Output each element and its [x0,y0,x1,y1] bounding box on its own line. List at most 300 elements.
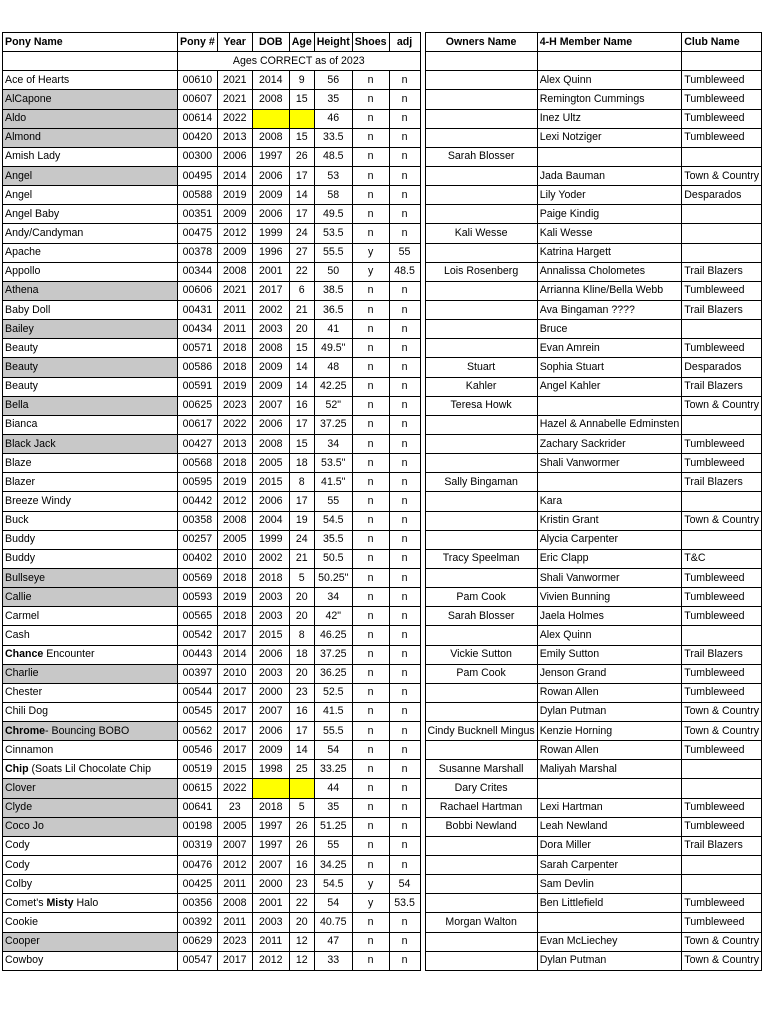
club-cell [682,875,762,894]
owner-cell [425,511,537,530]
year-cell: 2008 [217,894,252,913]
owner-cell: Sally Bingaman [425,473,537,492]
shoes-cell: n [352,128,389,147]
adj-cell: n [389,951,420,970]
pony-name-cell: Clyde [3,798,178,817]
adj-cell: n [389,856,420,875]
adj-cell: n [389,798,420,817]
dob-cell: 1997 [252,836,289,855]
member-cell: Emily Sutton [537,645,682,664]
club-cell: Town & Country [682,396,762,415]
height-cell: 41.5" [314,473,352,492]
pony-number-cell: 00568 [178,454,218,473]
member-cell: Katrina Hargett [537,243,682,262]
year-cell: 2014 [217,645,252,664]
year-cell: 2018 [217,358,252,377]
table-row [3,128,762,147]
pony-name-cell: Bailey [3,320,178,339]
age-cell: 8 [289,626,314,645]
member-cell: Evan McLiechey [537,932,682,951]
club-cell: Trail Blazers [682,645,762,664]
member-cell: Shali Vanwormer [537,568,682,587]
pony-number-cell: 00356 [178,894,218,913]
height-cell: 40.75 [314,913,352,932]
col-header-year: Year [217,33,252,52]
pony-name-cell: Blazer [3,473,178,492]
age-cell: 5 [289,798,314,817]
height-cell: 35 [314,798,352,817]
age-cell [289,109,314,128]
member-cell [537,473,682,492]
shoes-cell: n [352,932,389,951]
year-cell: 2021 [217,90,252,109]
club-cell: Tumbleweed [682,683,762,702]
shoes-cell: n [352,224,389,243]
owner-cell [425,875,537,894]
pony-number-cell: 00344 [178,262,218,281]
age-cell: 17 [289,205,314,224]
dob-cell: 2008 [252,128,289,147]
table-row [3,147,762,166]
dob-cell [252,109,289,128]
age-cell: 15 [289,128,314,147]
adj-cell: n [389,415,420,434]
pony-name-cell: Bianca [3,415,178,434]
shoes-cell: n [352,683,389,702]
age-cell: 5 [289,568,314,587]
adj-cell: n [389,568,420,587]
table-row [3,281,762,300]
height-cell: 41 [314,320,352,339]
member-cell: Paige Kindig [537,205,682,224]
age-cell: 14 [289,741,314,760]
age-cell: 17 [289,166,314,185]
shoes-cell: y [352,262,389,281]
height-cell: 33 [314,951,352,970]
year-cell: 2012 [217,856,252,875]
year-cell: 2023 [217,396,252,415]
owner-cell [425,568,537,587]
owner-cell: Pam Cook [425,588,537,607]
subheader-row [3,52,762,71]
year-cell: 2019 [217,588,252,607]
club-cell: Town & Country [682,511,762,530]
member-cell: Sam Devlin [537,875,682,894]
owner-cell: Sarah Blosser [425,607,537,626]
height-cell: 58 [314,186,352,205]
dob-cell: 1997 [252,817,289,836]
club-cell: Tumbleweed [682,588,762,607]
adj-cell: n [389,932,420,951]
pony-number-cell: 00257 [178,530,218,549]
pony-number-cell: 00606 [178,281,218,300]
adj-cell: n [389,90,420,109]
club-cell: Trail Blazers [682,262,762,281]
pony-number-cell: 00475 [178,224,218,243]
dob-cell: 1996 [252,243,289,262]
age-cell: 15 [289,434,314,453]
pony-name-cell: Coco Jo [3,817,178,836]
shoes-cell: n [352,645,389,664]
pony-name-cell: Athena [3,281,178,300]
height-cell: 52.5 [314,683,352,702]
adj-cell: n [389,454,420,473]
club-cell: Tumbleweed [682,664,762,683]
owner-cell: Sarah Blosser [425,147,537,166]
club-cell [682,626,762,645]
adj-cell: 48.5 [389,262,420,281]
pony-name-cell: Charlie [3,664,178,683]
owner-cell: Pam Cook [425,664,537,683]
owner-cell [425,836,537,855]
height-cell: 36.5 [314,300,352,319]
dob-cell: 2015 [252,473,289,492]
member-cell: Arrianna Kline/Bella Webb [537,281,682,300]
age-cell: 12 [289,932,314,951]
member-cell: Sarah Carpenter [537,856,682,875]
dob-cell [252,779,289,798]
club-cell: Tumbleweed [682,339,762,358]
shoes-cell: n [352,320,389,339]
year-cell: 2021 [217,71,252,90]
pony-name-cell: Buddy [3,530,178,549]
adj-cell: n [389,109,420,128]
dob-cell: 2018 [252,568,289,587]
year-cell: 2018 [217,339,252,358]
owner-cell: Bobbi Newland [425,817,537,836]
owner-cell [425,243,537,262]
year-cell: 2017 [217,722,252,741]
member-cell: Dylan Putman [537,951,682,970]
dob-cell: 2008 [252,90,289,109]
owner-cell: Teresa Howk [425,396,537,415]
age-cell: 15 [289,339,314,358]
height-cell: 50.25" [314,568,352,587]
year-cell: 2010 [217,549,252,568]
dob-cell: 2014 [252,71,289,90]
owner-cell [425,741,537,760]
table-row [3,166,762,185]
year-cell: 2018 [217,568,252,587]
pony-name-cell: Cowboy [3,951,178,970]
year-cell: 2017 [217,951,252,970]
age-cell: 17 [289,722,314,741]
pony-number-cell: 00641 [178,798,218,817]
pony-number-cell: 00547 [178,951,218,970]
club-cell [682,320,762,339]
pony-name-cell: Aldo [3,109,178,128]
club-cell: Trail Blazers [682,377,762,396]
age-cell: 21 [289,549,314,568]
year-cell: 2019 [217,377,252,396]
col-header-height: Height [314,33,352,52]
club-cell [682,243,762,262]
member-cell: Annalissa Cholometes [537,262,682,281]
owner-cell [425,932,537,951]
age-cell: 24 [289,224,314,243]
adj-cell: n [389,377,420,396]
pony-name-cell: Chip (Soats Lil Chocolate Chip [3,760,178,779]
club-cell: Town & Country [682,932,762,951]
owner-cell [425,951,537,970]
dob-cell: 2009 [252,741,289,760]
adj-cell: n [389,549,420,568]
age-cell: 20 [289,320,314,339]
pony-registry-table [2,32,762,971]
age-cell: 26 [289,836,314,855]
table-row [3,856,762,875]
club-cell: Trail Blazers [682,473,762,492]
adj-cell: n [389,722,420,741]
club-cell [682,856,762,875]
table-row [3,779,762,798]
member-cell [537,147,682,166]
pony-number-cell: 00625 [178,396,218,415]
height-cell: 53 [314,166,352,185]
member-cell: Inez Ultz [537,109,682,128]
owner-cell [425,434,537,453]
height-cell: 34 [314,434,352,453]
adj-cell: n [389,741,420,760]
pony-name-cell: Buddy [3,549,178,568]
year-cell: 2023 [217,932,252,951]
pony-number-cell: 00431 [178,300,218,319]
pony-name-cell: Chester [3,683,178,702]
table-row [3,511,762,530]
age-cell: 20 [289,913,314,932]
year-cell: 2005 [217,817,252,836]
table-row [3,568,762,587]
shoes-cell: n [352,607,389,626]
height-cell: 33.25 [314,760,352,779]
shoes-cell: n [352,817,389,836]
pony-name-cell: Cinnamon [3,741,178,760]
height-cell: 38.5 [314,281,352,300]
member-cell: Eric Clapp [537,549,682,568]
shoes-cell: n [352,300,389,319]
owner-cell [425,702,537,721]
height-cell: 53.5 [314,224,352,243]
year-cell: 2009 [217,205,252,224]
year-cell: 2005 [217,530,252,549]
owner-cell [425,492,537,511]
dob-cell: 2003 [252,664,289,683]
height-cell: 54.5 [314,511,352,530]
shoes-cell: n [352,377,389,396]
ages-note: Ages CORRECT as of 2023 [178,52,421,71]
shoes-cell: n [352,415,389,434]
table-row [3,741,762,760]
member-cell: Ben Littlefield [537,894,682,913]
height-cell: 49.5 [314,205,352,224]
member-cell [537,913,682,932]
height-cell: 54.5 [314,875,352,894]
year-cell: 2013 [217,434,252,453]
age-cell: 8 [289,473,314,492]
pony-name-cell: Almond [3,128,178,147]
year-cell: 2007 [217,836,252,855]
club-cell [682,530,762,549]
club-cell: Tumbleweed [682,109,762,128]
height-cell: 33.5 [314,128,352,147]
adj-cell: n [389,607,420,626]
adj-cell: n [389,358,420,377]
dob-cell: 2004 [252,511,289,530]
club-cell [682,147,762,166]
pony-number-cell: 00425 [178,875,218,894]
adj-cell: 54 [389,875,420,894]
dob-cell: 2001 [252,262,289,281]
age-cell: 20 [289,607,314,626]
club-cell: Tumbleweed [682,454,762,473]
dob-cell: 2006 [252,492,289,511]
year-cell: 2006 [217,147,252,166]
table-row [3,817,762,836]
age-cell: 6 [289,281,314,300]
owner-cell: Vickie Sutton [425,645,537,664]
owner-cell [425,454,537,473]
age-cell [289,779,314,798]
age-cell: 17 [289,492,314,511]
member-cell: Alex Quinn [537,626,682,645]
shoes-cell: n [352,281,389,300]
member-cell: Alycia Carpenter [537,530,682,549]
subheader-blank [3,52,178,71]
adj-cell: n [389,702,420,721]
shoes-cell: n [352,856,389,875]
adj-cell: n [389,645,420,664]
pony-name-cell: Amish Lady [3,147,178,166]
member-cell: Lexi Notziger [537,128,682,147]
club-cell [682,224,762,243]
table-row [3,71,762,90]
adj-cell: n [389,626,420,645]
pony-name-cell: Angel [3,166,178,185]
member-cell: Evan Amrein [537,339,682,358]
age-cell: 22 [289,262,314,281]
age-cell: 17 [289,415,314,434]
shoes-cell: n [352,626,389,645]
dob-cell: 2003 [252,607,289,626]
age-cell: 18 [289,645,314,664]
table-row [3,243,762,262]
shoes-cell: n [352,836,389,855]
age-cell: 24 [289,530,314,549]
shoes-cell: n [352,71,389,90]
dob-cell: 2017 [252,281,289,300]
pony-number-cell: 00397 [178,664,218,683]
dob-cell: 2008 [252,434,289,453]
owner-cell [425,300,537,319]
col-header-owner: Owners Name [425,33,537,52]
col-header-pony-name: Pony Name [3,33,178,52]
table-row [3,377,762,396]
club-cell: Town & Country [682,702,762,721]
owner-cell: Tracy Speelman [425,549,537,568]
age-cell: 16 [289,856,314,875]
club-cell: Tumbleweed [682,71,762,90]
pony-number-cell: 00519 [178,760,218,779]
table-row [3,262,762,281]
height-cell: 54 [314,894,352,913]
age-cell: 20 [289,664,314,683]
pony-name-cell: Chrome- Bouncing BOBO [3,722,178,741]
year-cell: 2019 [217,473,252,492]
owner-cell: Stuart [425,358,537,377]
table-row [3,358,762,377]
shoes-cell: n [352,339,389,358]
table-row [3,683,762,702]
owner-cell [425,186,537,205]
dob-cell: 2011 [252,932,289,951]
pony-name-cell: Baby Doll [3,300,178,319]
age-cell: 27 [289,243,314,262]
member-cell: Kenzie Horning [537,722,682,741]
height-cell: 46 [314,109,352,128]
club-cell: Desparados [682,358,762,377]
pony-name-cell: Beauty [3,358,178,377]
dob-cell: 2006 [252,415,289,434]
pony-name-cell: Cody [3,856,178,875]
member-cell: Jenson Grand [537,664,682,683]
dob-cell: 2006 [252,166,289,185]
dob-cell: 2003 [252,320,289,339]
member-cell: Dylan Putman [537,702,682,721]
shoes-cell: n [352,358,389,377]
height-cell: 34.25 [314,856,352,875]
dob-cell: 2003 [252,588,289,607]
member-cell: Ava Bingaman ???? [537,300,682,319]
height-cell: 49.5" [314,339,352,358]
year-cell: 2011 [217,875,252,894]
owner-cell: Rachael Hartman [425,798,537,817]
adj-cell: n [389,396,420,415]
owner-cell [425,320,537,339]
pony-number-cell: 00442 [178,492,218,511]
height-cell: 55.5 [314,243,352,262]
year-cell: 2017 [217,741,252,760]
member-cell: Leah Newland [537,817,682,836]
adj-cell: n [389,166,420,185]
age-cell: 18 [289,454,314,473]
owner-cell: Susanne Marshall [425,760,537,779]
shoes-cell: n [352,568,389,587]
dob-cell: 2006 [252,205,289,224]
dob-cell: 2007 [252,702,289,721]
age-cell: 23 [289,683,314,702]
year-cell: 2017 [217,702,252,721]
year-cell: 2011 [217,320,252,339]
height-cell: 50 [314,262,352,281]
pony-name-cell: Appollo [3,262,178,281]
table-row [3,205,762,224]
owner-cell [425,90,537,109]
year-cell: 2022 [217,415,252,434]
dob-cell: 2007 [252,856,289,875]
club-cell: Town & Country [682,951,762,970]
club-cell: Tumbleweed [682,913,762,932]
table-row [3,320,762,339]
adj-cell: 55 [389,243,420,262]
dob-cell: 2005 [252,454,289,473]
year-cell: 2012 [217,492,252,511]
pony-number-cell: 00610 [178,71,218,90]
height-cell: 55 [314,836,352,855]
member-cell: Zachary Sackrider [537,434,682,453]
adj-cell: n [389,530,420,549]
club-cell: Desparados [682,186,762,205]
col-header-member: 4-H Member Name [537,33,682,52]
